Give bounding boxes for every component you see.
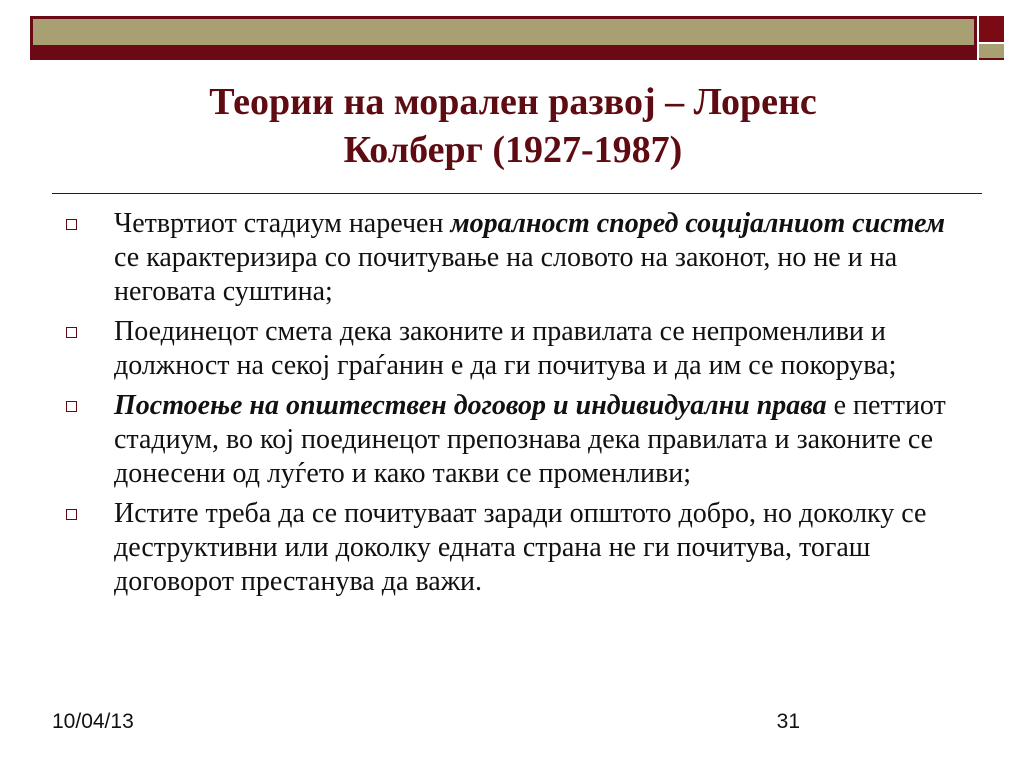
bullet-1-text-pre: Четвртиот стадиум наречен	[114, 208, 451, 239]
bullet-item-1	[62, 207, 972, 309]
bullet-1-text-post: се карактеризира со почитување на словото на законот, но не и на неговата суштина;	[114, 242, 898, 307]
slide-title-line-2: Колберг (1927-1987)	[343, 129, 683, 171]
bullet-2-text: Поединецот смета дека законите и правилата се непроменливи и должност на секој граѓанин е да ги почитува и да им се покорува;	[114, 316, 897, 381]
bullet-item-4	[62, 497, 972, 599]
title-divider	[52, 193, 982, 194]
bullet-3-emphasis: Постоење на општествен договор и индивидуални права	[114, 390, 827, 421]
bullet-3-text-post: е петтиот стадиум, во кој поединецот препознава дека правилата и законите се донесени од луѓето и како такви се променливи;	[114, 390, 946, 489]
square-bullet-icon	[66, 509, 77, 520]
slide-title	[40, 78, 986, 174]
square-bullet-icon	[66, 327, 77, 338]
bullet-1-emphasis: моралност според социјалниот систем	[450, 208, 946, 239]
slide-title-line-1: Теории на морален развој – Лоренс	[209, 81, 817, 123]
bullet-list	[62, 207, 972, 605]
bullet-item-2	[62, 315, 972, 383]
square-bullet-icon	[66, 401, 77, 412]
bullet-4-text: Истите треба да се почитуваат заради општото добро, но доколку се деструктивни или доколку едната страна не ги почитува, тогаш договорот престанува да важи.	[114, 498, 927, 597]
bullet-item-3	[62, 389, 972, 491]
square-bullet-icon	[66, 219, 77, 230]
page-number: 31	[776, 710, 800, 733]
footer-date: 10/04/13	[52, 710, 134, 733]
top-decorative-bar-fill	[33, 19, 974, 45]
corner-decoration-rim	[979, 58, 1004, 60]
corner-decoration-top	[979, 16, 1004, 42]
